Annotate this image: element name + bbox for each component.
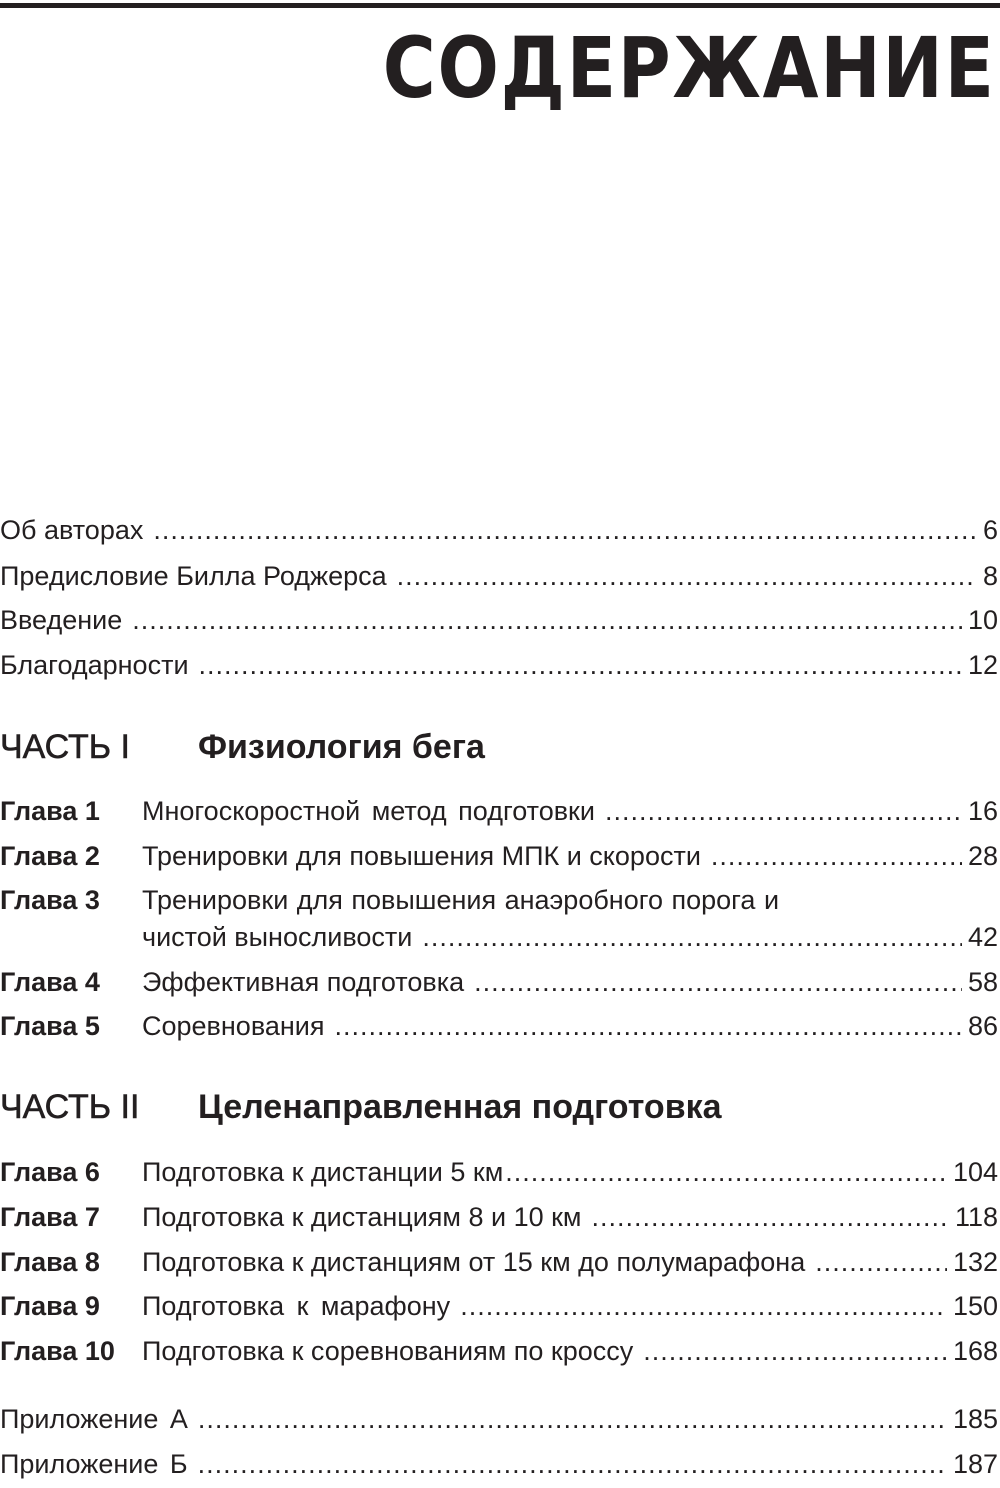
toc-entry-page: 185 (952, 1404, 998, 1434)
toc-entry-page: 10 (967, 605, 998, 635)
chapter-label: Глава 10 (0, 1336, 115, 1366)
toc-entry-introduction[interactable] (0, 600, 998, 640)
part-title: Целенаправленная подготовка (198, 1088, 722, 1126)
chapter-title: Подготовка к дистанциям 8 и 10 км (142, 1202, 582, 1232)
toc-entry-chapter-5[interactable] (0, 1006, 998, 1046)
chapter-page: 132 (952, 1247, 998, 1277)
toc-entry-chapter-9[interactable] (0, 1286, 998, 1326)
dot-leader (505, 1152, 947, 1192)
toc-entry-appendix-b[interactable] (0, 1444, 998, 1484)
toc-entry-label: Приложение А (0, 1404, 188, 1434)
toc-entry-chapter-7[interactable] (0, 1197, 998, 1237)
chapter-label: Глава 7 (0, 1202, 100, 1232)
chapter-label: Глава 4 (0, 967, 100, 997)
toc-entry-page: 6 (982, 515, 998, 545)
chapter-page: 118 (954, 1202, 998, 1232)
part-heading-2 (0, 1082, 722, 1132)
toc-entry-appendix-a[interactable] (0, 1399, 998, 1439)
chapter-page: 104 (952, 1157, 998, 1187)
chapter-label: Глава 5 (0, 1011, 100, 1041)
dot-leader (132, 600, 962, 640)
toc-entry-page: 12 (967, 650, 998, 680)
top-rule (0, 3, 1000, 8)
chapter-page: 16 (967, 796, 998, 826)
chapter-label: Глава 6 (0, 1157, 100, 1187)
chapter-title-continued: чистой выносливости (142, 922, 413, 952)
toc-entry-label: Об авторах (0, 515, 144, 545)
dot-leader (643, 1331, 947, 1371)
chapter-title: Подготовка к дистанциям от 15 км до полумарафона (142, 1247, 806, 1277)
toc-entry-acknowledgements[interactable] (0, 645, 998, 685)
part-heading-1 (0, 722, 485, 772)
chapter-label: Глава 8 (0, 1247, 100, 1277)
chapter-title: Подготовка к марафону (142, 1291, 451, 1321)
dot-leader (198, 1444, 947, 1484)
part-number: ЧАСТЬ II (0, 1088, 140, 1126)
toc-entry-chapter-10[interactable] (0, 1331, 998, 1371)
toc-entry-label: Благодарности (0, 650, 189, 680)
toc-entry-chapter-4[interactable] (0, 962, 998, 1002)
chapter-label: Глава 1 (0, 796, 100, 826)
dot-leader (711, 836, 962, 876)
dot-leader (397, 556, 977, 596)
toc-entry-chapter-8[interactable] (0, 1242, 998, 1282)
toc-entry-chapter-1[interactable] (0, 791, 998, 831)
toc-entry-foreword[interactable] (0, 556, 998, 596)
part-number: ЧАСТЬ I (0, 728, 130, 766)
dot-leader (335, 1006, 962, 1046)
dot-leader (198, 1399, 947, 1439)
dot-leader (460, 1286, 947, 1326)
chapter-title: Подготовка к соревнованиям по кроссу (142, 1336, 634, 1366)
toc-entry-label: Предисловие Билла Роджерса (0, 561, 387, 591)
toc-entry-chapter-2[interactable] (0, 836, 998, 876)
chapter-title: Подготовка к дистанции 5 км (142, 1157, 504, 1187)
toc-entry-page: 187 (952, 1449, 998, 1479)
page-title: СОДЕРЖАНИЕ (383, 19, 996, 117)
chapter-label: Глава 3 (0, 885, 100, 915)
toc-entry-chapter-6[interactable] (0, 1152, 998, 1192)
chapter-page: 58 (967, 967, 998, 997)
part-title: Физиология бега (198, 728, 485, 766)
chapter-label: Глава 2 (0, 841, 100, 871)
chapter-label: Глава 9 (0, 1291, 100, 1321)
chapter-page: 42 (967, 922, 998, 952)
toc-entry-chapter-3[interactable] (0, 880, 998, 920)
dot-leader (474, 962, 962, 1002)
dot-leader (199, 645, 962, 685)
dot-leader (422, 917, 962, 957)
dot-leader (153, 510, 977, 550)
chapter-title: Многоскоростной метод подготовки (142, 796, 595, 826)
toc-entry-page: 8 (982, 561, 998, 591)
chapter-title: Тренировки для повышения МПК и скорости (142, 841, 701, 871)
dot-leader (605, 791, 962, 831)
chapter-page: 150 (952, 1291, 998, 1321)
dot-leader (815, 1242, 947, 1282)
chapter-page: 168 (952, 1336, 998, 1366)
toc-entry-label: Введение (0, 605, 123, 635)
chapter-title: Эффективная подготовка (142, 967, 465, 997)
chapter-title: Соревнования (142, 1011, 325, 1041)
chapter-page: 28 (967, 841, 998, 871)
chapter-title: Тренировки для повышения анаэробного порога и (142, 885, 780, 915)
toc-entry-chapter-3-continued[interactable] (142, 917, 998, 957)
toc-entry-about-authors[interactable] (0, 510, 998, 550)
toc-entry-label: Приложение Б (0, 1449, 188, 1479)
dot-leader (592, 1197, 949, 1237)
chapter-page: 86 (967, 1011, 998, 1041)
